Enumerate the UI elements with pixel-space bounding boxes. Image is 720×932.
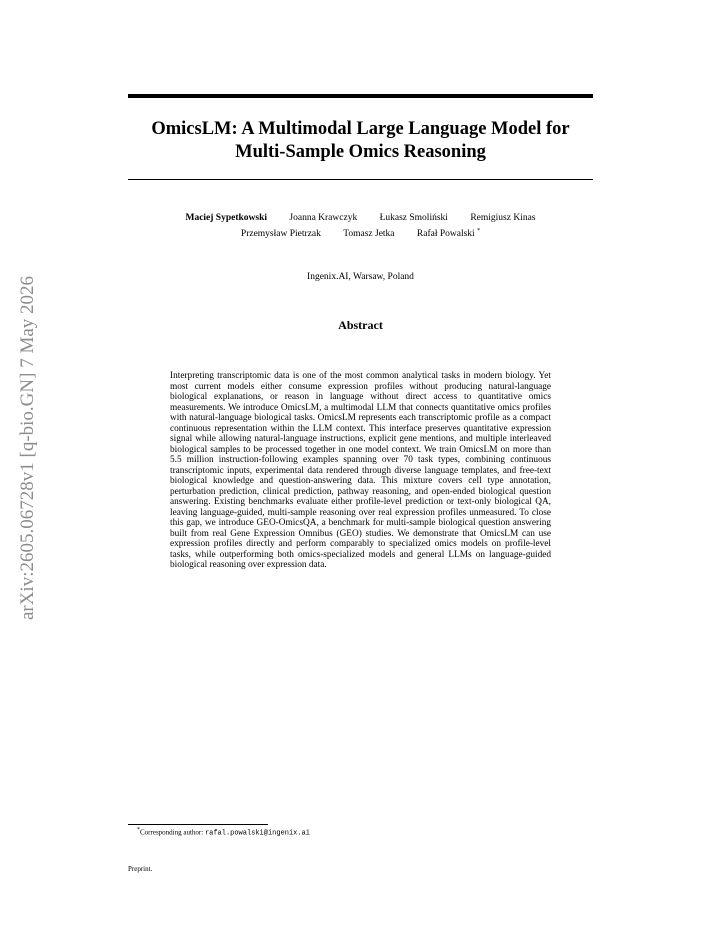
corresponding-author-mark: * (477, 228, 481, 234)
abstract-heading: Abstract (338, 318, 383, 332)
arxiv-identifier-stamp: arXiv:2605.06728v1 [q-bio.GN] 7 May 2026 (17, 275, 38, 621)
author-row-1 (118, 212, 603, 225)
title-line-2: Multi-Sample Omics Reasoning (235, 142, 486, 162)
footnote-mark: * (137, 827, 140, 833)
abstract-body: Interpreting transcriptomic data is one of the most common analytical tasks in modern biology. Yet most current models either consume expression profiles without producing natural-language biological explanations, or reason in language without direct access to quantitative omics measurements. We introduce OmicsLM, a multimodal LLM that connects quantitative omics profiles with natural-language biological tasks. OmicsLM represents each transcriptomic profile as a compact continuous representation within the LLM context. This interface preserves quantitative expression signal while allowing natural-language instructions, explicit gene mentions, and multiple interleaved biological samples to be processed together in one model context. We train OmicsLM on more than 5.5 million instruction-following examples spanning over 70 task types, combining continuous transcriptomic inputs, experimental data rendered through diverse language templates, and free-text biological knowledge and question-answering data. This mixture covers cell type annotation, perturbation prediction, clinical prediction, pathway reasoning, and open-ended biological question answering. Existing benchmarks evaluate either profile-level prediction or text-only biological QA, leaving language-guided, multi-sample reasoning over real expression profiles unmeasured. To close this gap, we introduce GEO-OmicsQA, a benchmark for multi-sample biological question answering built from real Gene Expression Omnibus (GEO) studies. We demonstrate that OmicsLM can use expression profiles directly and perform comparably to specialized omics models on profile-level tasks, while outperforming both omics-specialized models and general LLMs on language-guided biological reasoning over expression data. (170, 371, 551, 570)
footnote (137, 827, 310, 837)
affiliation: Ingenix.AI, Warsaw, Poland (307, 272, 414, 282)
title-bottom-rule (128, 179, 593, 180)
author-list (118, 212, 603, 241)
author-name: Remigiusz Kinas (470, 213, 536, 223)
paper-title (118, 118, 603, 164)
author-name: Maciej Sypetkowski (185, 213, 268, 223)
author-name: Tomasz Jetka (343, 229, 395, 240)
footnote-rule (128, 824, 268, 825)
title-top-rule (128, 94, 593, 98)
author-name: Przemysław Pietrzak (240, 229, 321, 240)
author-name: Rafał Powalski * (416, 228, 481, 240)
author-name: Łukasz Smoliński (379, 213, 448, 223)
title-line-1: OmicsLM: A Multimodal Large Language Model for (151, 119, 570, 139)
author-name: Joanna Krawczyk (289, 213, 358, 223)
corresponding-email: rafal.powalski@ingenix.ai (204, 829, 310, 838)
preprint-label: Preprint. (128, 865, 153, 873)
author-row-2 (118, 225, 603, 241)
footnote-label: Corresponding author: (140, 828, 205, 837)
